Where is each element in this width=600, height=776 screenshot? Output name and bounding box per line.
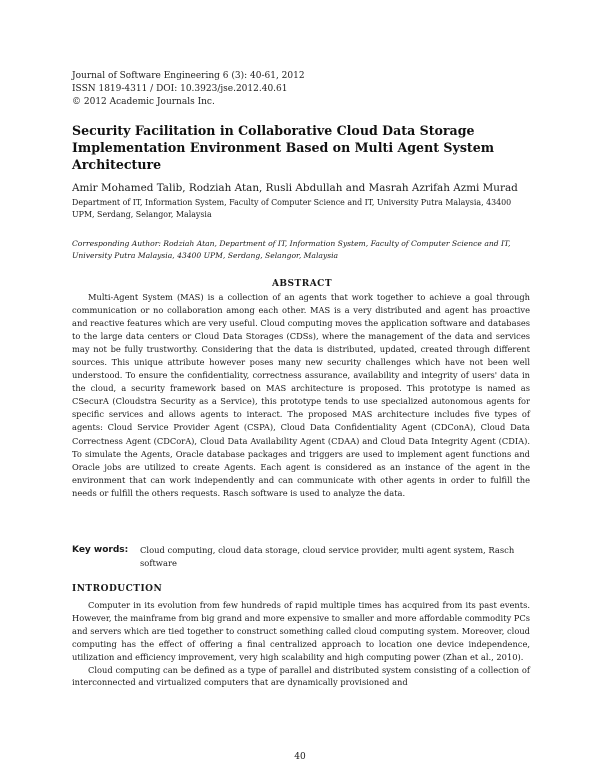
paper-title: Security Facilitation in Collaborative Cloud Data Storage Implementation Environment Based on Multi Agent System Architecture [72, 123, 495, 172]
introduction-paragraph-2: Cloud computing can be defined as a type of parallel and distributed system consisting of a collection of interconnected and virtualized computers that are dynamically provisioned and [72, 664, 530, 688]
keywords-block [72, 543, 532, 570]
keywords-text: Cloud computing, cloud data storage, cloud service provider, multi agent system, Rasch software [140, 545, 515, 568]
journal-info [72, 70, 532, 109]
author-affiliation: Department of IT, Information System, Faculty of Computer Science and IT, University Putra Malaysia, 43400 UPM, Serdang, Selangor, Malaysia [72, 198, 512, 219]
introduction-heading: INTRODUCTION [72, 584, 163, 594]
author-list: Amir Mohamed Talib, Rodziah Atan, Rusli Abdullah and Masrah Azrifah Azmi Murad [72, 182, 518, 194]
introduction-body [72, 599, 530, 689]
abstract-body: Multi-Agent System (MAS) is a collection of an agents that work together to achieve a goal through communication or no collaboration among each other. MAS is a very distributed and agent has proactive and reactive features which are very useful. Cloud computing moves the application software and databases to the large data centers or Cloud Data Storages (CDSs), where the management of the data and services may not be fully trustworthy. Considering that the data is distributed, updated, created through different sources. This unique attribute however poses many new security challenges which have not been well understood. To ensure the confidentiality, correctness assurance, availability and integrity of users' data in the cloud, a security framework based on MAS architecture is proposed. This prototype is named as CSecurA (Cloudstra Security as a Service), this prototype tends to use specialized autonomous agents for specific services and allows agents to interact. The proposed MAS architecture includes five types of agents: Cloud Service Provider Agent (CSPA), Cloud Data Confidentiality Agent (CDConA), Cloud Data Correctness Agent (CDCorA), Cloud Data Availability Agent (CDAA) and Cloud Data Integrity Agent (CDIA). To simulate the Agents, Oracle database packages and triggers are used to implement agent functions and Oracle jobs are utilized to create Agents. Each agent is considered as an instance of the agent in the environment that can work independently and can communicate with other agents in order to fulfill the needs or fulfill the others requests. Rasch software is used to analyze the data. [72, 292, 530, 498]
abstract-heading: ABSTRACT [271, 279, 333, 289]
keywords-label: Key words: [72, 545, 129, 555]
journal-issn-doi: ISSN 1819-4311 / DOI: 10.3923/jse.2012.40.61 [72, 84, 288, 94]
journal-citation: Journal of Software Engineering 6 (3): 40-61, 2012 [72, 71, 305, 81]
page-number: 40 [294, 752, 306, 762]
journal-copyright: © 2012 Academic Journals Inc. [72, 97, 215, 107]
introduction-paragraph-1: Computer in its evolution from few hundreds of rapid multiple times has acquired from its past events. However, the mainframe from big grand and more expensive to smaller and more affordable commodity PCs and servers which are tied together to construct something called cloud computing system. Moreover, cloud computing has the effect of offering a final centralized approach to location one device independence, utilization and efficiency improvement, very high scalability and high computing power (Zhan et al., 2010). [72, 600, 530, 662]
corresponding-author: Corresponding Author: Rodziah Atan, Department of IT, Information System, Faculty of Computer Science and IT, University Putra Malaysia, 43400 UPM, Serdang, Selangor, Malaysia [72, 239, 511, 260]
